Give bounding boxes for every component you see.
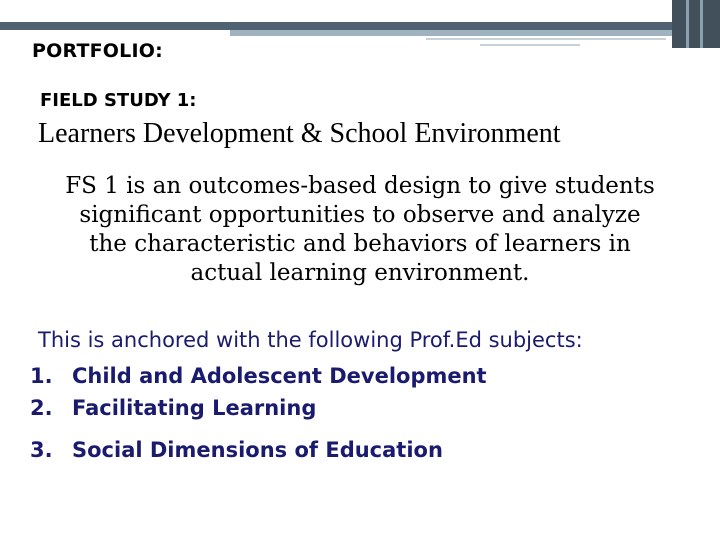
subject-label: Social Dimensions of Education	[72, 438, 443, 462]
header-thin-line	[480, 44, 580, 46]
subject-number: 2.	[30, 396, 53, 420]
header-band	[0, 22, 720, 30]
description-line: significant opportunities to observe and analyze	[79, 202, 641, 228]
header-corner-stripe	[700, 0, 703, 48]
description-line: the characteristic and behaviors of learners in	[89, 231, 631, 257]
subject-number: 3.	[30, 438, 53, 462]
header-thin-line	[426, 38, 666, 40]
anchored-statement: This is anchored with the following Prof.Ed subjects:	[38, 328, 583, 352]
header-corner-block	[672, 0, 720, 48]
subject-list-item	[30, 396, 316, 420]
subject-number: 1.	[30, 364, 53, 388]
course-description	[20, 172, 700, 288]
course-subtitle: Learners Development & School Environment	[38, 118, 561, 149]
header-band-light	[230, 30, 720, 36]
subject-list-item	[30, 438, 443, 462]
subject-label: Facilitating Learning	[72, 396, 317, 420]
portfolio-heading: PORTFOLIO:	[32, 40, 163, 62]
description-line: FS 1 is an outcomes-based design to give students	[65, 173, 655, 199]
field-study-heading: FIELD STUDY 1:	[40, 90, 197, 111]
header-corner-stripe	[686, 0, 689, 48]
subject-list-item	[30, 364, 487, 388]
description-line: actual learning environment.	[190, 260, 530, 286]
subject-label: Child and Adolescent Development	[72, 364, 487, 388]
